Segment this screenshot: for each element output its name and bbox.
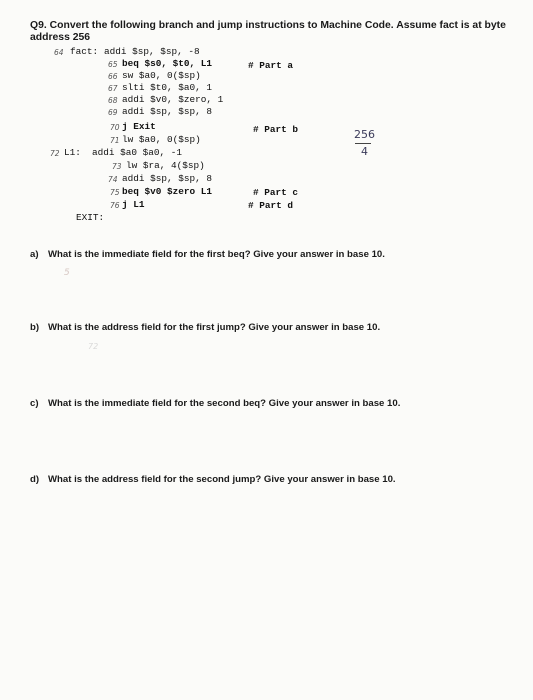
part-a xyxy=(30,249,385,261)
handwritten-address: 74 xyxy=(108,175,118,184)
part-d xyxy=(30,474,396,486)
handwritten-answer-a: 5 xyxy=(64,268,70,278)
comment-part-c: # Part c xyxy=(253,187,299,198)
code-line-9: addi $a0 $a0, -1 xyxy=(92,147,183,158)
comment-part-a: # Part a xyxy=(248,60,294,71)
code-line-5: addi $v0, $zero, 1 xyxy=(122,94,224,105)
part-b-label: b) xyxy=(30,322,40,333)
code-line-12: beq $v0 $zero L1 xyxy=(122,186,213,197)
code-line-7: j Exit xyxy=(122,121,156,132)
part-d-label: d) xyxy=(30,474,40,485)
fraction-bar xyxy=(355,143,371,144)
handwritten-address: 76 xyxy=(110,201,120,210)
code-line-8: lw $a0, 0($sp) xyxy=(122,134,201,145)
handwritten-answer-b: 72 xyxy=(88,342,99,351)
code-label-exit: EXIT: xyxy=(76,212,105,223)
code-line-10: lw $ra, 4($sp) xyxy=(126,160,205,171)
code-label-l1: L1: xyxy=(64,147,81,158)
part-a-label: a) xyxy=(30,249,39,260)
handwritten-address-fact: 64 xyxy=(54,48,64,57)
code-line-3: sw $a0, 0($sp) xyxy=(122,70,201,81)
question-title: Q9. Convert the following branch and jump instructions to Machine Code. Assume fact is at byte address 256 xyxy=(30,20,506,43)
part-d-text: What is the address field for the second jump? Give your answer in base 10. xyxy=(48,474,396,485)
code-line-1: addi $sp, $sp, -8 xyxy=(104,46,200,57)
part-c-label: c) xyxy=(30,398,39,409)
part-c xyxy=(30,398,400,410)
handwritten-address: 66 xyxy=(108,72,118,81)
handwritten-address: 65 xyxy=(108,60,118,69)
code-line-4: slti $t0, $a0, 1 xyxy=(122,82,213,93)
part-c-text: What is the immediate field for the second beq? Give your answer in base 10. xyxy=(48,398,401,409)
handwritten-address: 72 xyxy=(50,149,60,158)
code-line-11: addi $sp, $sp, 8 xyxy=(122,173,213,184)
comment-part-d: # Part d xyxy=(248,200,294,211)
part-b-text: What is the address field for the first jump? Give your answer in base 10. xyxy=(48,322,381,333)
handwritten-address: 73 xyxy=(112,162,122,171)
code-line-13: j L1 xyxy=(122,199,145,210)
part-a-text: What is the immediate field for the first beq? Give your answer in base 10. xyxy=(48,249,385,260)
handwritten-address: 68 xyxy=(108,96,118,105)
handwritten-fraction-bottom: 4 xyxy=(361,145,368,158)
handwritten-address: 75 xyxy=(110,188,120,197)
handwritten-address: 67 xyxy=(108,84,118,93)
part-b xyxy=(30,322,380,334)
code-line-2: beq $s0, $t0, L1 xyxy=(122,58,213,69)
handwritten-address: 69 xyxy=(108,108,118,117)
handwritten-fraction-top: 256 xyxy=(354,128,375,141)
code-label-fact: fact: xyxy=(70,46,99,57)
code-line-6: addi $sp, $sp, 8 xyxy=(122,106,213,117)
handwritten-address: 70 xyxy=(110,123,120,132)
handwritten-address: 71 xyxy=(110,136,120,145)
comment-part-b: # Part b xyxy=(253,124,299,135)
